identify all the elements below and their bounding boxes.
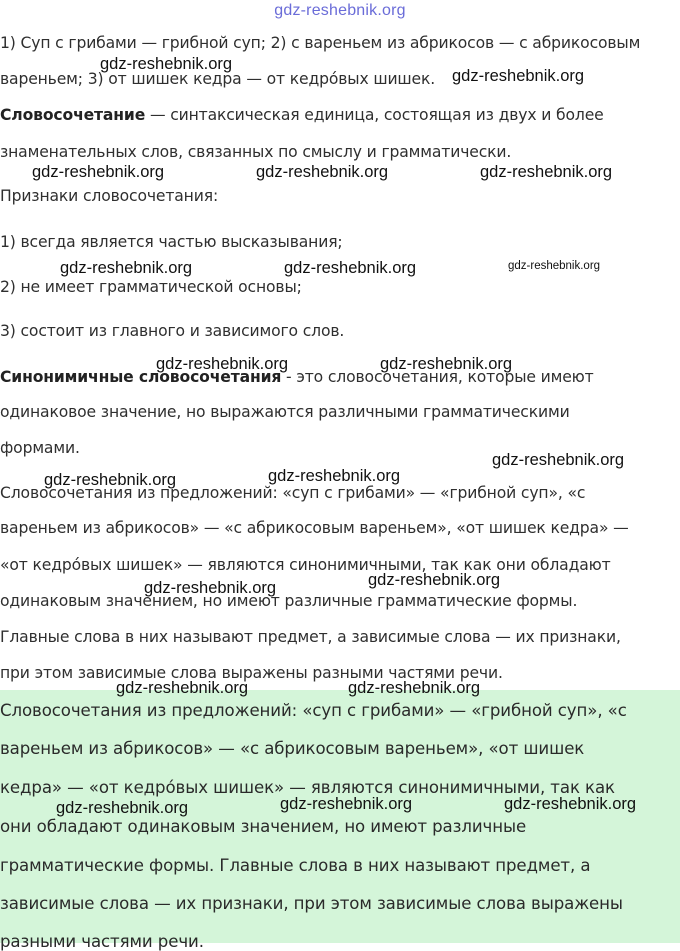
- synonyms-text: - это словосочетания, которые имеют: [281, 368, 594, 386]
- explanation-line-6: при этом зависимые слова выражены разными частями речи.: [0, 664, 503, 682]
- feature-item-3: 3) состоит из главного и зависимого слов.: [0, 322, 345, 340]
- definition-text: — синтаксическая единица, состоящая из двух и более: [145, 106, 604, 124]
- watermark: gdz-reshebnik.org: [100, 55, 233, 73]
- watermark: gdz-reshebnik.org: [368, 571, 501, 589]
- synonyms-line-2: одинаковое значение, но выражаются различными грамматическими: [0, 403, 570, 421]
- watermark: gdz-reshebnik.org: [56, 799, 189, 817]
- features-heading: Признаки словосочетания:: [0, 187, 219, 205]
- explanation-line-5: Главные слова в них называют предмет, а зависимые слова — их признаки,: [0, 628, 621, 646]
- watermark: gdz-reshebnik.org: [480, 163, 613, 181]
- watermark: gdz-reshebnik.org: [144, 579, 277, 597]
- watermark: gdz-reshebnik.org: [156, 355, 289, 373]
- watermark: gdz-reshebnik.org: [348, 679, 481, 697]
- watermark: gdz-reshebnik.org: [492, 451, 625, 469]
- highlighted-line-3: кедра» — «от кедро́вых шишек» — являются синонимичными, так как: [0, 778, 615, 797]
- watermark: gdz-reshebnik.org: [256, 163, 389, 181]
- highlighted-line-4: они обладают одинаковым значением, но имеют различные: [0, 817, 527, 836]
- highlighted-line-5: грамматические формы. Главные слова в них называют предмет, а: [0, 856, 591, 875]
- explanation-line-1: Словосочетания из предложений: «суп с грибами» — «грибной суп», «с: [0, 484, 586, 502]
- feature-item-1: 1) всегда является частью высказывания;: [0, 233, 343, 251]
- highlighted-line-2: вареньем из абрикосов» — «с абрикосовым вареньем», «от шишек: [0, 739, 585, 758]
- synonyms-line-3: формами.: [0, 439, 80, 457]
- definition-term: Словосочетание: [0, 106, 146, 124]
- watermark: gdz-reshebnik.org: [116, 679, 249, 697]
- answer-line-2: вареньем; 3) от шишек кедра — от кедро́вых шишек.: [0, 70, 436, 88]
- watermark: gdz-reshebnik.org: [508, 260, 601, 272]
- explanation-line-4: одинаковым значением, но имеют различные грамматические формы.: [0, 592, 578, 610]
- highlighted-line-1: Словосочетания из предложений: «суп с грибами» — «грибной суп», «с: [0, 701, 627, 720]
- feature-item-2: 2) не имеет грамматической основы;: [0, 278, 302, 296]
- watermark: gdz-reshebnik.org: [380, 355, 513, 373]
- answer-line-1: 1) Суп с грибами — грибной суп; 2) с вареньем из абрикосов — с абрикосовым: [0, 34, 641, 52]
- watermark: gdz-reshebnik.org: [284, 259, 417, 277]
- explanation-line-3: «от кедро́вых шишек» — являются синонимичными, так как они обладают: [0, 556, 611, 574]
- watermark: gdz-reshebnik.org: [268, 467, 401, 485]
- definition-line-2: знаменательных слов, связанных по смыслу и грамматически.: [0, 143, 512, 161]
- watermark: gdz-reshebnik.org: [280, 795, 413, 813]
- highlighted-line-6: зависимые слова — их признаки, при этом зависимые слова выражены: [0, 894, 623, 913]
- watermark: gdz-reshebnik.org: [60, 259, 193, 277]
- watermark: gdz-reshebnik.org: [44, 471, 177, 489]
- site-header-link[interactable]: gdz-reshebnik.org: [274, 2, 406, 19]
- definition-line-1: [0, 106, 604, 124]
- synonyms-term: Синонимичные словосочетания: [0, 368, 282, 386]
- explanation-line-2: вареньем из абрикосов» — «с абрикосовым вареньем», «от шишек кедра» —: [0, 519, 629, 537]
- watermark: gdz-reshebnik.org: [32, 163, 165, 181]
- watermark: gdz-reshebnik.org: [452, 67, 585, 85]
- watermark: gdz-reshebnik.org: [504, 795, 637, 813]
- highlighted-line-7: разными частями речи.: [0, 932, 204, 951]
